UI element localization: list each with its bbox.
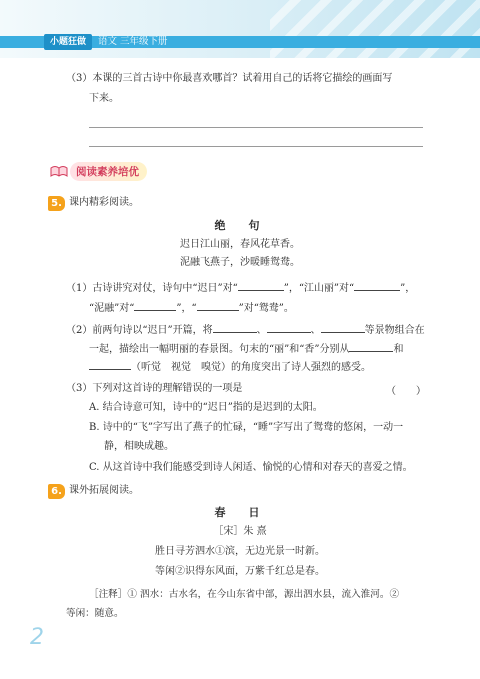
blank-2[interactable] xyxy=(354,280,400,291)
q5-sub2-text-b: 、 xyxy=(256,325,267,336)
q5-sub1-text-f: ”对“鸳鸯”。 xyxy=(238,303,294,314)
q5-sub2-text-a: （2）前两句诗以“迟日”开篇，将 xyxy=(66,325,213,336)
blank-1[interactable] xyxy=(238,280,284,291)
q3-line1: （3）本课的三首古诗中你最喜欢哪首？试着用自己的话将它描绘的画面写 xyxy=(66,73,393,84)
blank-5[interactable] xyxy=(213,322,257,333)
answer-line-1[interactable] xyxy=(89,127,423,128)
blank-7[interactable] xyxy=(321,322,365,333)
q5-sub2-text-d: 等景物组合在 xyxy=(364,325,425,336)
q5-sub1-text-e: ”，“ xyxy=(176,303,197,314)
q5-sub1-text-c: ”， xyxy=(400,283,416,294)
blank-6[interactable] xyxy=(267,322,311,333)
q5-sub3: （3）下列对这首诗的理解错误的一项是 xyxy=(66,383,243,394)
q5-poem-line2: 泥融飞燕子，沙暖睡鸳鸯。 xyxy=(180,257,300,268)
q6-author: ［宋］朱 熹 xyxy=(213,526,267,537)
option-b-line1[interactable]: B. 诗中的“飞”字写出了燕子的忙碌，“睡”字写出了鸳鸯的悠闲，一动一 xyxy=(89,422,404,433)
q5-sub2-text-f: 和 xyxy=(393,344,404,355)
q5-poem-title: 绝 句 xyxy=(214,219,266,232)
section-banner xyxy=(50,161,147,181)
q5-sub2-text-c: 、 xyxy=(310,325,321,336)
q5-sub2-line2 xyxy=(89,341,403,357)
option-a[interactable]: A. 结合诗意可知，诗中的“迟日”指的是迟到的太阳。 xyxy=(89,402,323,413)
q5-poem-line1: 迟日江山丽，春风花草香。 xyxy=(180,239,300,250)
q6-number: 6. xyxy=(48,484,65,499)
q3-line2: 下来。 xyxy=(89,93,119,104)
q5-intro: 课内精彩阅读。 xyxy=(69,197,139,208)
page-number: 2 xyxy=(30,625,44,650)
option-b-line2[interactable]: 静，相映成趣。 xyxy=(104,441,174,452)
blank-4[interactable] xyxy=(197,300,239,311)
q5-sub2-text-g: （听觉 视觉 嗅觉）的角度突出了诗人强烈的感受。 xyxy=(131,362,371,373)
q5-sub1-line2 xyxy=(89,300,294,316)
q5-sub1-text-d: “泥融”对“ xyxy=(89,303,135,314)
header-subject: 语文 三年级下册 xyxy=(98,36,168,47)
blank-3[interactable] xyxy=(134,300,176,311)
q5-sub2-line1 xyxy=(66,322,425,338)
q5-sub2-text-e: 一起，描绘出一幅明丽的春景图。句末的“丽”和“香”分别从 xyxy=(89,344,350,355)
q5-sub1-line1 xyxy=(66,280,415,296)
q6-note-line1: ［注释］① 泗水：古水名，在今山东省中部，源出泗水县，流入淮河。② xyxy=(89,589,400,600)
q5-number: 5. xyxy=(48,196,65,211)
q6-poem-line2: 等闲②识得东风面，万紫千红总是春。 xyxy=(155,566,325,577)
series-badge: 小题狂做 xyxy=(44,34,92,50)
q6-intro: 课外拓展阅读。 xyxy=(69,485,139,496)
blank-8[interactable] xyxy=(349,341,393,352)
answer-paren[interactable]: （ ） xyxy=(386,386,426,397)
q6-poem-title: 春 日 xyxy=(214,506,266,519)
answer-line-2[interactable] xyxy=(89,146,423,147)
q5-sub1-text-b: ”，“江山丽”对“ xyxy=(283,283,355,294)
q6-poem-line1: 胜日寻芳泗水①滨，无边光景一时新。 xyxy=(155,546,325,557)
q5-sub1-text-a: （1）古诗讲究对仗，诗句中“迟日”对“ xyxy=(66,283,238,294)
q6-note-line2: 等闲：随意。 xyxy=(66,608,124,619)
section-label: 阅读素养培优 xyxy=(70,162,147,181)
q5-sub2-line3 xyxy=(89,359,371,375)
option-c[interactable]: C. 从这首诗中我们能感受到诗人闲适、愉悦的心情和对春天的喜爱之情。 xyxy=(89,462,413,473)
header-decoration xyxy=(270,0,480,58)
blank-9[interactable] xyxy=(89,359,131,370)
book-icon xyxy=(50,163,68,179)
